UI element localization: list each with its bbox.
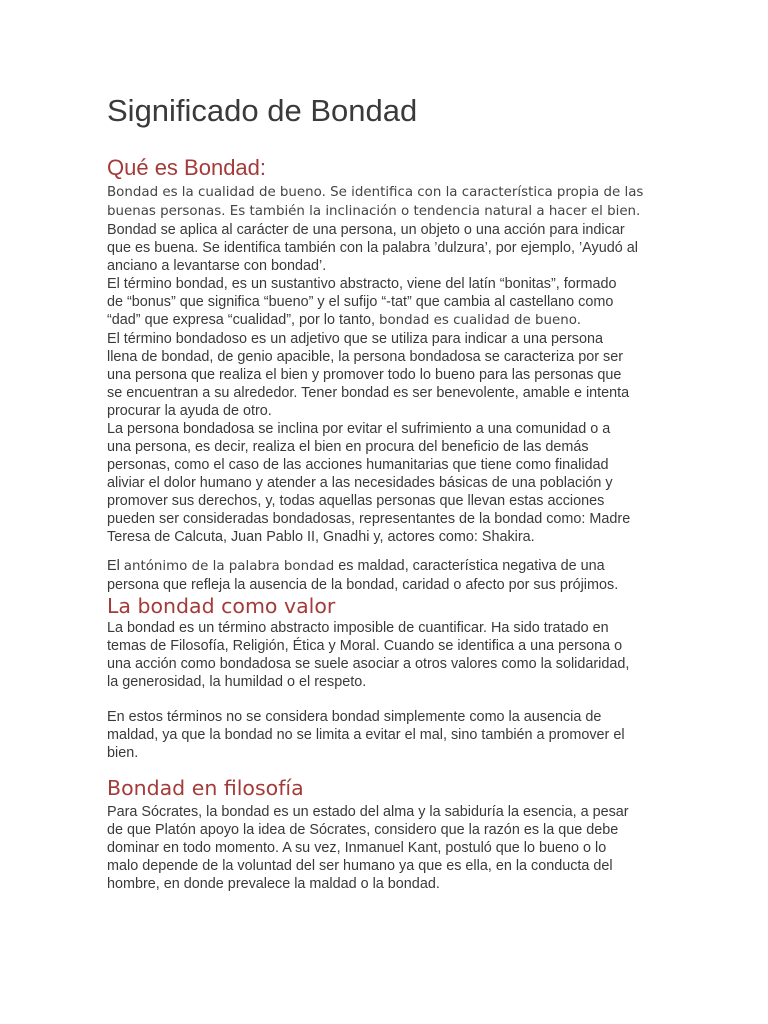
highlighted-phrase: cualidad de bueno xyxy=(197,185,322,200)
text-run: buenas personas. Es también la xyxy=(107,204,326,219)
text-run: . xyxy=(636,204,641,219)
highlighted-phrase: antónimo de la palabra bondad xyxy=(123,559,335,574)
text-line: promover sus derechos, y, todas aquellas personas que llevan estas acciones xyxy=(107,493,605,509)
text-line: En estos términos no se considera bondad simplemente como la ausencia de xyxy=(107,709,602,725)
text-line: La persona bondadosa se inclina por evitar el sufrimiento a una comunidad o a xyxy=(107,421,611,437)
text-line: llena de bondad, de genio apacible, la persona bondadosa se caracteriza por ser xyxy=(107,349,624,365)
text-line: anciano a levantarse con bondad’. xyxy=(107,258,327,274)
text-line: dominar en todo momento. A su vez, Inmanuel Kant, postuló que lo bueno o lo xyxy=(107,840,607,856)
text-line xyxy=(107,183,643,202)
text-run: . Se identifica con la característica propia de las xyxy=(321,185,644,200)
text-line xyxy=(107,557,618,576)
text-line: una persona que realiza el bien y promover todo lo bueno para las personas que xyxy=(107,367,622,383)
text-line xyxy=(107,202,643,221)
text-line: Para Sócrates, la bondad es un estado del alma y la sabiduría la esencia, a pesar xyxy=(107,804,629,820)
text-line: aliviar el dolor humano y atender a las necesidades básicas de una población y xyxy=(107,475,613,491)
text-line: de que Platón apoyo la idea de Sócrates, considero que la razón es la que debe xyxy=(107,822,619,838)
text-run: es maldad, característica negativa de una xyxy=(334,558,605,574)
text-line: persona que refleja la ausencia de la bondad, caridad o afecto por sus prójimos. xyxy=(107,577,619,593)
text-line: una acción como bondadosa se suele asociar a otros valores como la solidaridad, xyxy=(107,656,630,672)
section-heading-bondad-en-filosofia: Bondad en filosofía xyxy=(107,776,304,800)
paragraph-antonimo xyxy=(107,557,618,594)
text-line: se encuentran a su alrededor. Tener bondad es ser benevolente, amable e intenta xyxy=(107,385,630,401)
text-line: pueden ser consideradas bondadosas, representantes de la bondad como: Madre xyxy=(107,511,631,527)
text-line: temas de Filosofía, Religión, Ética y Moral. Cuando se identifica a una persona o xyxy=(107,638,623,654)
text-line: que es buena. Se identifica también con la palabra ’dulzura’, por ejemplo, ’Ayudó al xyxy=(107,240,638,256)
paragraph-definition xyxy=(107,183,643,546)
section-heading-que-es-bondad: Qué es Bondad: xyxy=(107,155,267,180)
text-run: El xyxy=(107,558,124,574)
highlighted-phrase: inclinación o tendencia natural a hacer el bien xyxy=(325,204,637,219)
text-line: maldad, ya que la bondad no se limita a evitar el mal, sino también a promover el xyxy=(107,727,625,743)
text-line: La bondad es un término abstracto imposible de cuantificar. Ha sido tratado en xyxy=(107,620,609,636)
text-line: Bondad se aplica al carácter de una persona, un objeto o una acción para indicar xyxy=(107,222,625,238)
text-line: la generosidad, la humildad o el respeto. xyxy=(107,674,367,690)
text-line: malo depende de la voluntad del ser humano ya que es ella, en la conducta del xyxy=(107,858,613,874)
paragraph-filosofia xyxy=(107,803,629,893)
page-title: Significado de Bondad xyxy=(107,93,418,128)
paragraph-valor-2 xyxy=(107,708,625,762)
text-line: bien. xyxy=(107,745,139,761)
text-line: El término bondadoso es un adjetivo que se utiliza para indicar a una persona xyxy=(107,331,603,347)
highlighted-phrase: bondad es cualidad de bueno. xyxy=(378,313,581,328)
text-line xyxy=(107,311,643,330)
text-line: procurar la ayuda de otro. xyxy=(107,403,272,419)
text-line: de “bonus” que significa “bueno” y el sufijo “-tat” que cambia al castellano como xyxy=(107,294,614,310)
text-line: personas, como el caso de las acciones humanitarias que tiene como finalidad xyxy=(107,457,609,473)
text-run: “dad” que expresa “cualidad”, por lo tanto, xyxy=(107,312,379,328)
text-line: una persona, es decir, realiza el bien en procura del beneficio de las demás xyxy=(107,439,589,455)
text-line: Teresa de Calcuta, Juan Pablo II, Gnadhi y, actores como: Shakira. xyxy=(107,529,535,545)
text-line: hombre, en donde prevalece la maldad o la bondad. xyxy=(107,876,440,892)
paragraph-valor-1 xyxy=(107,619,629,691)
text-line: El término bondad, es un sustantivo abstracto, viene del latín “bonitas”, formado xyxy=(107,276,617,292)
section-heading-bondad-como-valor: La bondad como valor xyxy=(107,594,336,618)
text-run: Bondad es la xyxy=(107,185,198,200)
